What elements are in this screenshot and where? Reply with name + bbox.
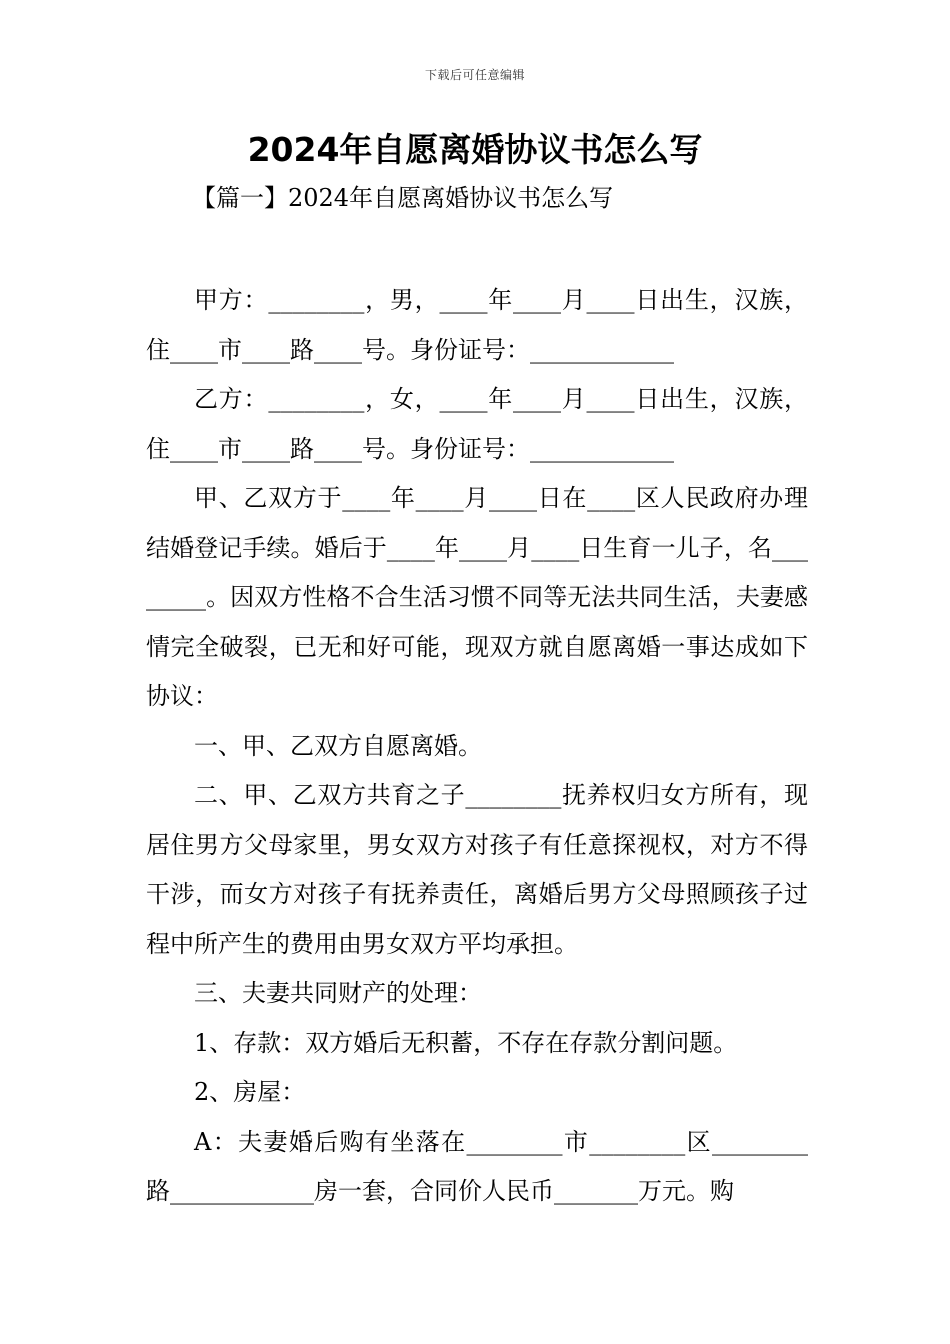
paragraph-clause-3: 三、夫妻共同财产的处理：: [194, 979, 482, 1007]
paragraph-deposits: 1、存款：双方婚后无积蓄，不存在存款分割问题。: [194, 1028, 738, 1057]
document-title: 2024年自愿离婚协议书怎么写: [247, 130, 703, 169]
paragraph-background: 甲、乙双方于____年____月____日在____区人民政府办理结婚登记手续。婚后于____年____月____日生育一儿子，名________。因双方性格不合生活习惯不同等无法共同生活，夫妻感情完全破裂，已无和好可能，现双方就自愿离婚一事达成如下协议：: [146, 484, 808, 710]
paragraph-clause-1: 一、甲、乙双方自愿离婚。: [194, 731, 482, 760]
paragraph-clause-2: 二、甲、乙双方共育之子________抚养权归女方所有，现居住男方父母家里，男女双方对孩子有任意探视权，对方不得干涉，而女方对孩子有抚养责任，离婚后男方父母照顾孩子过程中所产生的费用由男女双方平均承担。: [146, 781, 808, 958]
paragraph-party-a: 甲方：________，男，____年____月____日出生，汉族，住____市____路____号。身份证号：____________: [146, 286, 808, 364]
paragraph-party-b: 乙方：________，女，____年____月____日出生，汉族，住____市____路____号。身份证号：____________: [146, 385, 808, 463]
section-heading: 【篇一】2024年自愿离婚协议书怎么写: [192, 184, 614, 212]
paragraph-housing: 2、房屋：: [194, 1078, 306, 1106]
paragraph-housing-a: A：夫妻婚后购有坐落在________市________区________路____________房一套，合同价人民币_______万元。购: [146, 1127, 808, 1205]
header-note: 下载后可任意编辑: [424, 68, 525, 82]
document-body: [146, 276, 808, 1217]
